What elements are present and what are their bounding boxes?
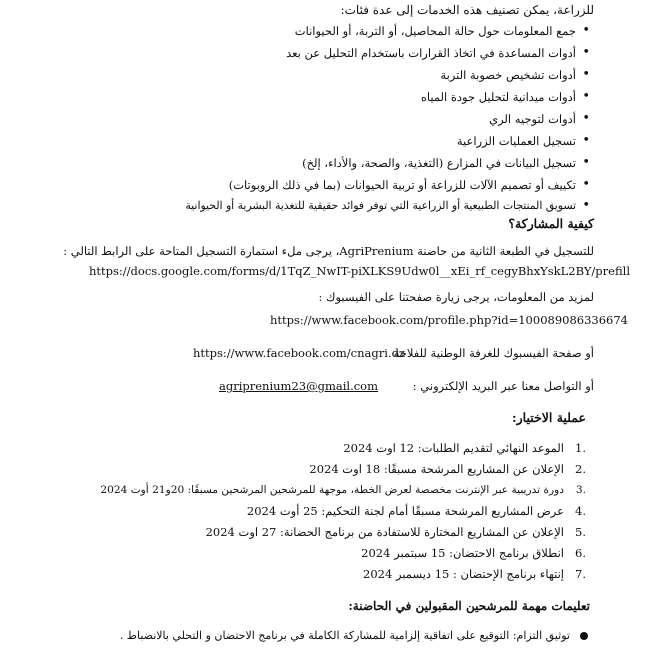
list-item xyxy=(343,440,586,456)
selection-heading: عملية الاختيار: xyxy=(512,410,586,425)
list-item: • أدوات ميدانية لتحليل جودة المياه xyxy=(421,89,590,105)
register-text: للتسجيل في الطبعة الثانية من حاضنة AgriPrenium، يرجى ملء استمارة التسجيل المتاحة على الرابط التالي : xyxy=(63,244,594,258)
step-number: 6. xyxy=(575,546,586,560)
more-info-text: لمزيد من المعلومات، يرجى زيارة صفحتنا على الفيسبوك : xyxy=(318,290,594,304)
list-item: • تكييف أو تصميم الآلات للزراعة أو تربية الحيوانات (بما في ذلك الروبوتات) xyxy=(229,177,590,193)
chamber-link[interactable]: https://www.facebook.com/cnagri.dz xyxy=(192,346,405,360)
list-item: • أدوات لتوجيه الري xyxy=(489,111,590,127)
list-item xyxy=(363,566,586,582)
step-text: إنتهاء برنامج الإحتضان : 15 ديسمبر 2024 xyxy=(363,567,564,581)
step-text: الموعد النهائي لتقديم الطلبات: 12 اوت 2024 xyxy=(343,441,564,455)
list-item xyxy=(309,461,586,477)
step-text: انطلاق برنامج الاحتضان: 15 سبتمبر 2024 xyxy=(361,546,564,560)
register-link[interactable]: https://docs.google.com/forms/d/1TqZ_NwIT-piXLKS9Udw0l__xEi_rf_cegyBhxYskL2BY/prefill xyxy=(89,264,630,278)
list-item: • تسجيل العمليات الزراعية xyxy=(457,133,590,149)
list-item: • تسجيل البيانات في المزارع (التغذية، والصحة، والأداء، إلخ) xyxy=(302,155,590,171)
step-number: 1. xyxy=(575,441,586,455)
list-item: • جمع المعلومات حول حالة المحاصيل، أو التربة، أو الحيوانات xyxy=(295,23,590,39)
list-item: • أدوات تشخيص خصوبة التربة xyxy=(440,67,590,83)
list-item: • أدوات المساعدة في اتخاذ القرارات باستخدام التحليل عن بعد xyxy=(286,45,590,61)
step-number: 7. xyxy=(575,567,586,581)
list-item xyxy=(361,545,586,561)
chamber-text: أو صفحة الفيسبوك للغرفة الوطنية للفلاحة xyxy=(393,346,594,360)
step-text: الإعلان عن المشاريع المختارة للاستفادة من برنامج الحضانة: 27 اوت 2024 xyxy=(205,525,564,539)
list-item: • تسويق المنتجات الطبيعية أو الزراعية التي توفر فوائد حقيقية للتغذية البشرية أو الحيوانية xyxy=(185,198,590,214)
step-text: الإعلان عن المشاريع المرشحة مسبقًا: 18 اوت 2024 xyxy=(309,462,564,476)
how-to-participate-heading: كيفية المشاركة؟ xyxy=(508,216,594,231)
step-number: 3. xyxy=(575,484,586,496)
obligations-heading: تعليمات مهمة للمرشحين المقبولين في الحاضنة: xyxy=(348,599,590,613)
step-number: 4. xyxy=(575,504,586,518)
email-text: أو التواصل معنا عبر البريد الإلكتروني : xyxy=(412,379,594,393)
email-link[interactable]: agriprenium23@gmail.com xyxy=(219,379,378,393)
facebook-link[interactable]: https://www.facebook.com/profile.php?id=100089086336674 xyxy=(269,313,628,327)
list-item xyxy=(100,482,586,498)
list-item xyxy=(247,503,586,519)
obligation-item: توثيق التزام: التوقيع على اتفاقية إلزامية للمشاركة الكاملة في برنامج الاحتضان و التحلي بالانضباط . xyxy=(120,628,592,644)
intro-line: للزراعة، يمكن تصنيف هذه الخدمات إلى عدة فئات: xyxy=(340,3,594,17)
step-text: دورة تدريبية عبر الإنترنت مخصصة لعرض الخطة، موجهة للمرشحين المرشحين مسبقًا: 20و21 أوت 2024 xyxy=(100,484,564,496)
step-number: 5. xyxy=(575,525,586,539)
list-item xyxy=(206,524,586,540)
step-number: 2. xyxy=(575,462,586,476)
step-text: عرض المشاريع المرشحة مسبقًا أمام لجنة التحكيم: 25 أوت 2024 xyxy=(246,504,564,518)
